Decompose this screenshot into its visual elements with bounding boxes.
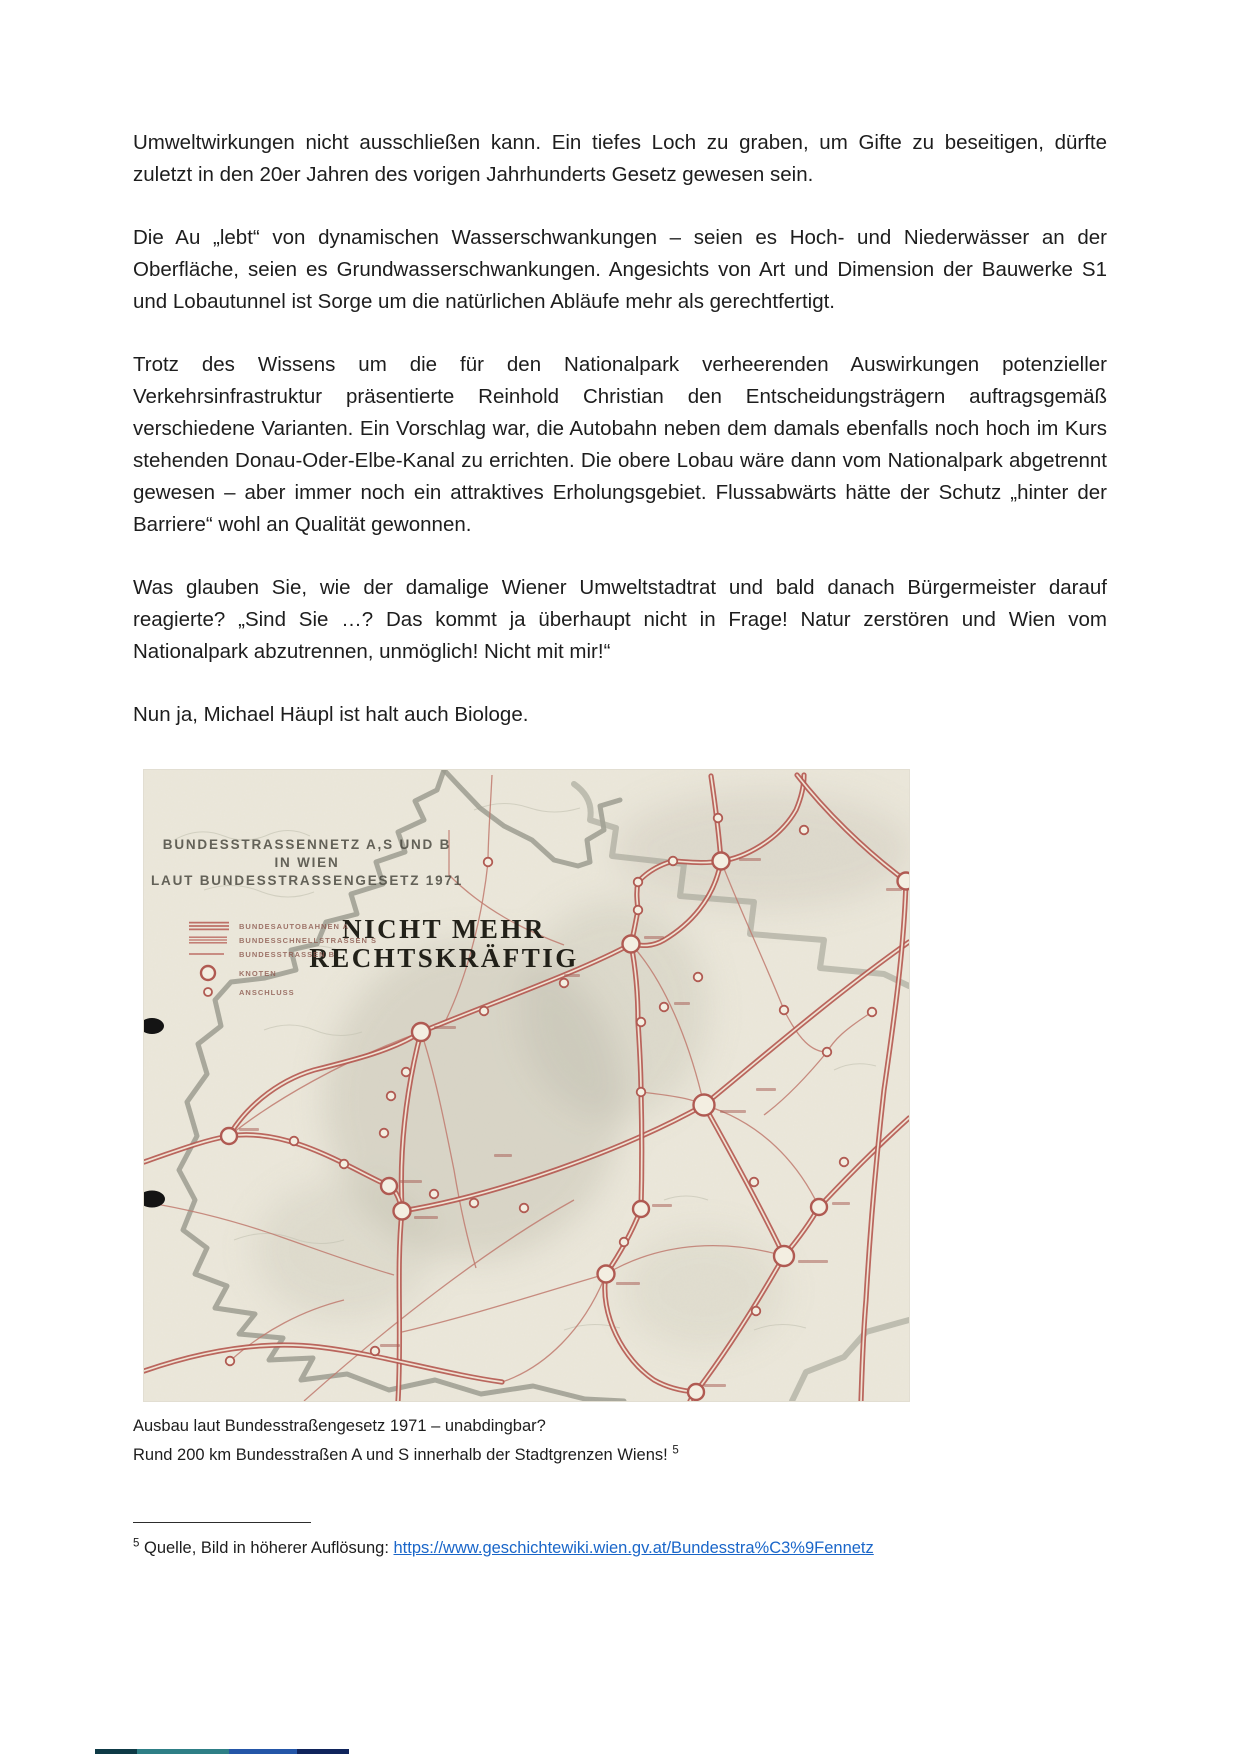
paragraph: Umweltwirkungen nicht ausschließen kann. Ein tiefes Loch zu graben, um Gifte zu beseitigen, dürfte zuletzt in den 20er Jahren des vorigen Jahrhunderts Gesetz gewesen sein. bbox=[133, 131, 1107, 186]
map-title-line-2: IN WIEN bbox=[274, 855, 340, 870]
footnote-label: Quelle, Bild in höherer Auflösung: bbox=[144, 1539, 389, 1557]
strip-segment bbox=[297, 1749, 349, 1754]
caption-line-2: Rund 200 km Bundesstraßen A und S innerhalb der Stadtgrenzen Wiens! $^5$ bbox=[133, 1444, 679, 1464]
map-image bbox=[143, 769, 908, 1402]
image-caption bbox=[133, 1412, 1107, 1470]
footnote-divider bbox=[133, 1522, 311, 1523]
strip-segment bbox=[137, 1749, 229, 1754]
strip-segment bbox=[229, 1749, 297, 1754]
next-page-preview-strip bbox=[95, 1749, 349, 1754]
paragraph: Trotz des Wissens um die für den Nationalpark verheerenden Auswirkungen potenzieller Verkehrsinfrastruktur präsentierte Reinhold Christian den Entscheidungsträgern auftragsgemäß verschiedene Varianten. Ein Vorschlag war, die Autobahn neben dem damals ebenfalls noch hoch im Kurs stehenden Donau-Oder-Elbe-Kanal zu errichten. Die obere Lobau wäre dann vom Nationalpark abgetrennt gewesen – aber immer noch ein attraktives Erholungsgebiet. Flussabwärts hätte der Schutz „hinter der Barriere“ wohl an Qualität gewonnen. bbox=[133, 353, 1107, 536]
legend-symbol-knoten bbox=[201, 966, 215, 980]
footnote-ref: 5 bbox=[133, 1537, 140, 1550]
legend-label-knoten: KNOTEN bbox=[239, 969, 277, 978]
caption-line-1: Ausbau laut Bundesstraßengesetz 1971 – unabdingbar? bbox=[133, 1417, 546, 1435]
paragraph: Nun ja, Michael Häupl ist halt auch Biologe. bbox=[133, 703, 529, 726]
map-title-line-3: LAUT BUNDESSTRASSENGESETZ 1971 bbox=[150, 873, 464, 888]
legend-label-schnellstrasse: BUNDESSCHNELLSTRASSEN S bbox=[239, 936, 378, 945]
legend-label-bundesstrasse: BUNDESSTRASSEN B bbox=[239, 950, 336, 959]
strip-segment bbox=[95, 1749, 137, 1754]
caption-footnote-ref: 5 bbox=[672, 1444, 679, 1457]
footnote bbox=[133, 1535, 1107, 1561]
stamp-line-2: RECHTSKRÄFTIG bbox=[309, 943, 579, 973]
paragraph: Was glauben Sie, wie der damalige Wiener Umweltstadtrat und bald danach Bürgermeister darauf reagierte? „Sind Sie …? Das kommt ja überhaupt nicht in Frage! Natur zerstören und Wien vom Nationalpark abzutrennen, unmöglich! Nicht mit mir!“ bbox=[133, 576, 1107, 663]
legend-label-anschluss: ANSCHLUSS bbox=[239, 988, 295, 997]
vienna-road-network-map bbox=[143, 769, 910, 1402]
paragraph: Die Au „lebt“ von dynamischen Wasserschwankungen – seien es Hoch- und Niederwässer an der Oberfläche, seien es Grundwasserschwankungen. Angesichts von Art und Dimension der Bauwerke S1 und Lobautunnel ist Sorge um die natürlichen Abläufe mehr als gerechtfertigt. bbox=[133, 226, 1107, 313]
footnote-link[interactable]: https://www.geschichtewiki.wien.gv.at/Bundesstra%C3%9Fennetz bbox=[393, 1539, 874, 1557]
stamp-line-1: NICHT MEHR bbox=[342, 914, 546, 944]
map-title-line-1: BUNDESSTRASSENNETZ A,S UND B bbox=[162, 837, 452, 852]
map-paper-texture bbox=[144, 770, 909, 1401]
legend-symbol-anschluss bbox=[204, 988, 212, 996]
legend-label-autobahn: BUNDESAUTOBAHNEN A bbox=[239, 922, 350, 931]
